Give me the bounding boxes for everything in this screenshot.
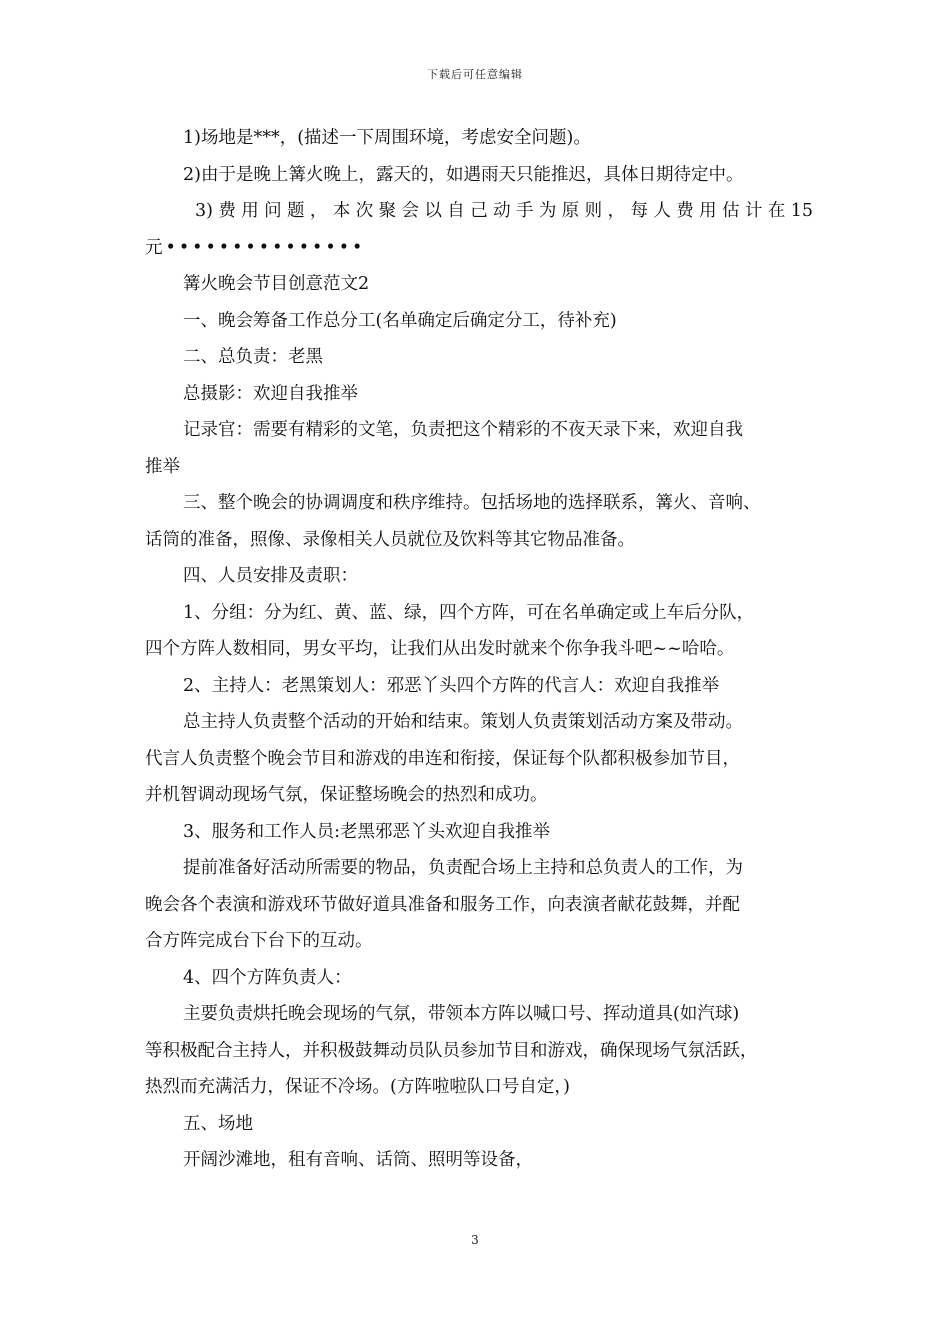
paragraph-line: 总摄影：欢迎自我推举 [183,383,358,404]
paragraph-line: 二、总负责：老黑 [183,347,323,367]
paragraph-line: 一、晚会筹备工作总分工(名单确定后确定分工，待补充) [183,310,617,331]
paragraph-line: 3、服务和工作人员:老黑邪恶丫头欢迎自我推举 [183,821,551,842]
paragraph-line: 等积极配合主持人，并积极鼓舞动员队员参加节目和游戏，确保现场气氛活跃， [145,1040,758,1061]
paragraph-line: 4、四个方阵负责人： [183,967,352,988]
paragraph-line: 2)由于是晚上篝火晚上，露天的，如遇雨天只能推迟，具体日期待定中。 [183,164,744,185]
paragraph-line: 提前准备好活动所需要的物品，负责配合场上主持和总负责人的工作，为 [183,858,743,878]
paragraph-line: 总主持人负责整个活动的开始和结束。策划人负责策划活动方案及带动。 [183,712,743,732]
page-number: 3 [471,1233,479,1247]
paragraph-line: 晚会各个表演和游戏环节做好道具准备和服务工作，向表演者献花鼓舞，并配 [145,894,740,915]
paragraph-line: 四、人员安排及责职： [183,566,358,586]
page-header: 下载后可任意编辑 [427,68,523,81]
paragraph-line: 开阔沙滩地，租有音响、话筒、照明等设备， [183,1150,533,1170]
paragraph-line: 1)场地是***，(描述一下周围环境，考虑安全问题)。 [183,128,591,148]
paragraph-line: 元••••••••••••••• [145,237,366,258]
paragraph-line: 热烈而充满活力，保证不冷场。(方阵啦啦队口号自定，) [145,1077,570,1097]
paragraph-line: 五、场地 [183,1113,253,1134]
paragraph-line: 话筒的准备，照像、录像相关人员就位及饮料等其它物品准备。 [145,529,635,550]
paragraph-line: 四个方阵人数相同，男女平均，让我们从出发时就来个你争我斗吧~~哈哈。 [145,639,735,659]
paragraph-line: 并机智调动现场气氛，保证整场晚会的热烈和成功。 [145,785,548,805]
paragraph-line: 主要负责烘托晚会现场的气氛，带领本方阵以喊口号、挥动道具(如汽球) [183,1004,740,1024]
section-title: 篝火晚会节目创意范文2 [183,274,370,294]
paragraph-line: 2、主持人：老黑策划人：邪恶丫头四个方阵的代言人：欢迎自我推举 [183,675,720,696]
paragraph-line: 三、整个晚会的协调调度和秩序维持。包括场地的选择联系，篝火、音响、 [183,493,761,513]
paragraph-line: 推举 [145,456,180,477]
document-body [145,120,813,1179]
paragraph-line: 1、分组：分为红、黄、蓝、绿，四个方阵，可在名单确定或上车后分队， [183,602,755,623]
paragraph-line: 合方阵完成台下台下的互动。 [145,931,373,951]
paragraph-line: 3)费用问题，本次聚会以自己动手为原则，每人费用估计在15 [195,201,813,221]
paragraph-line: 记录官：需要有精彩的文笔，负责把这个精彩的不夜天录下来，欢迎自我 [183,420,743,440]
paragraph-line: 代言人负责整个晚会节目和游戏的串连和衔接，保证每个队都积极参加节目， [145,748,740,769]
